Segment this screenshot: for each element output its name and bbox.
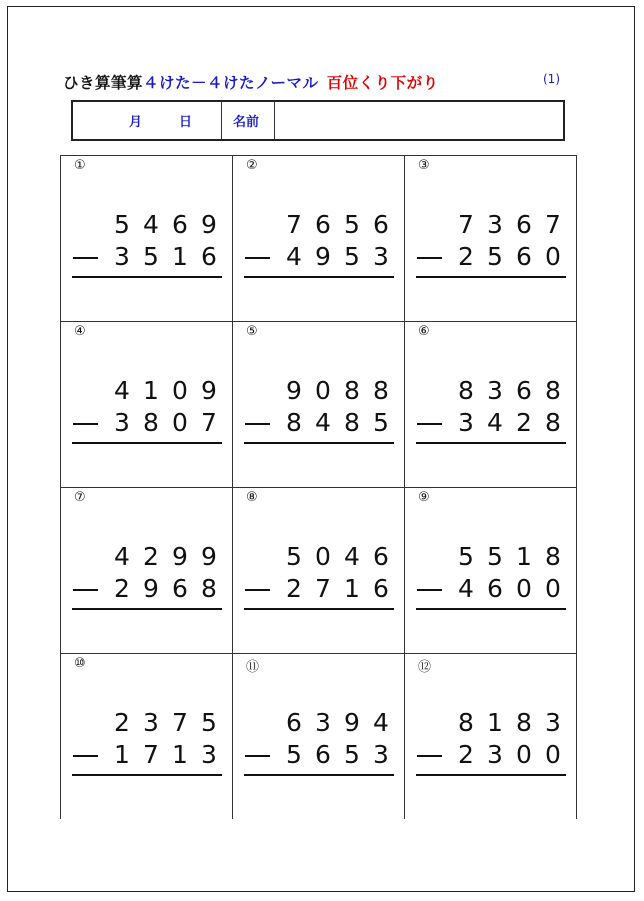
digit: 6 [516,242,532,271]
digit: 5 [458,542,474,571]
answer-line [416,774,566,776]
digit: 4 [114,376,130,405]
digit: 0 [516,574,532,603]
digit: 1 [114,740,130,769]
problem-number: ⑫ [418,660,432,675]
digit: 7 [286,210,302,239]
answer-line [244,276,394,278]
digit: 9 [201,210,217,239]
digit: 4 [143,210,159,239]
digit: 4 [344,542,360,571]
minuend [110,210,221,240]
answer-line [72,442,222,444]
title-type: ４けた－４けたノーマル [143,74,319,92]
digit: 5 [143,242,159,271]
digit: 6 [201,242,217,271]
digit: 0 [315,376,331,405]
digit: 9 [201,542,217,571]
digit: 5 [487,242,503,271]
digit: 3 [545,708,561,737]
digit: 1 [172,242,188,271]
minus-sign [417,755,442,757]
subtrahend [282,408,393,438]
answer-line [72,774,222,776]
minus-sign [73,257,98,259]
minuend [454,708,565,738]
answer-line [416,442,566,444]
answer-line [244,442,394,444]
problem-number: ⑪ [246,660,260,675]
digit: 0 [315,542,331,571]
answer-line [72,276,222,278]
digit: 5 [487,542,503,571]
problem-cell[interactable] [232,321,404,487]
digit: 1 [516,542,532,571]
problem-cell[interactable] [232,155,404,321]
digit: 3 [315,708,331,737]
digit: 9 [172,542,188,571]
problem-cell[interactable] [404,653,577,819]
digit: 3 [373,242,389,271]
problem-number: ⑤ [246,324,258,339]
digit: 8 [545,542,561,571]
digit: 3 [458,408,474,437]
digit: 3 [373,740,389,769]
month-label: 月 [129,115,143,130]
digit: 0 [172,408,188,437]
digit: 2 [458,242,474,271]
digit: 3 [143,708,159,737]
digit: 5 [373,408,389,437]
problem-number: ⑨ [418,490,430,505]
digit: 3 [487,210,503,239]
digit: 2 [458,740,474,769]
problem-cell[interactable] [404,155,577,321]
problem-cell[interactable] [232,653,404,819]
problem-cell[interactable] [404,487,577,653]
digit: 0 [545,574,561,603]
day-label: 日 [179,115,193,130]
digit: 9 [344,708,360,737]
minus-sign [417,423,442,425]
minus-sign [73,755,98,757]
problem-number: ⑩ [74,656,86,671]
problem-cell[interactable] [404,321,577,487]
digit: 7 [545,210,561,239]
answer-line [72,608,222,610]
name-label: 名前 [233,115,260,130]
subtrahend [454,242,565,272]
minuend [454,210,565,240]
digit: 1 [172,740,188,769]
minuend [110,542,221,572]
subtrahend [454,574,565,604]
digit: 6 [516,376,532,405]
digit: 7 [458,210,474,239]
digit: 9 [315,242,331,271]
digit: 8 [458,708,474,737]
digit: 9 [143,574,159,603]
digit: 6 [286,708,302,737]
problem-cell[interactable] [60,487,232,653]
minuend [282,210,393,240]
answer-line [416,276,566,278]
digit: 3 [114,242,130,271]
digit: 1 [487,708,503,737]
minus-sign [245,589,270,591]
digit: 8 [286,408,302,437]
subtrahend [282,740,393,770]
digit: 6 [487,574,503,603]
minus-sign [417,257,442,259]
digit: 3 [487,740,503,769]
problem-cell[interactable] [60,155,232,321]
digit: 9 [286,376,302,405]
digit: 5 [286,740,302,769]
problem-number: ⑧ [246,490,258,505]
digit: 6 [516,210,532,239]
digit: 0 [545,242,561,271]
digit: 5 [344,210,360,239]
digit: 2 [114,574,130,603]
sheet-number: (1) [543,72,560,86]
subtrahend [454,740,565,770]
minuend [282,708,393,738]
minuend [282,542,393,572]
minuend [110,708,221,738]
title-subject: ひき算筆算 [63,74,144,92]
minuend [454,542,565,572]
digit: 8 [373,376,389,405]
digit: 0 [516,740,532,769]
digit: 8 [201,574,217,603]
minuend [282,376,393,406]
digit: 0 [172,376,188,405]
problem-number: ⑥ [418,324,430,339]
subtrahend [110,574,221,604]
problem-number: ④ [74,324,86,339]
digit: 8 [516,708,532,737]
digit: 3 [201,740,217,769]
digit: 1 [143,376,159,405]
problem-number: ③ [418,158,430,173]
digit: 3 [487,376,503,405]
problem-cell[interactable] [60,653,232,819]
digit: 7 [201,408,217,437]
subtrahend [110,242,221,272]
problem-number: ① [74,158,86,173]
minus-sign [73,423,98,425]
digit: 6 [373,210,389,239]
digit: 5 [286,542,302,571]
answer-line [416,608,566,610]
digit: 7 [172,708,188,737]
minus-sign [417,589,442,591]
digit: 1 [344,574,360,603]
answer-line [244,774,394,776]
digit: 7 [315,574,331,603]
worksheet-title [63,71,439,93]
digit: 8 [545,408,561,437]
digit: 5 [344,740,360,769]
digit: 4 [114,542,130,571]
digit: 2 [516,408,532,437]
minus-sign [73,589,98,591]
digit: 6 [315,740,331,769]
digit: 4 [315,408,331,437]
digit: 6 [373,542,389,571]
problem-cell[interactable] [232,487,404,653]
digit: 4 [373,708,389,737]
subtrahend [282,574,393,604]
digit: 4 [286,242,302,271]
problem-number: ② [246,158,258,173]
digit: 5 [344,242,360,271]
minus-sign [245,423,270,425]
digit: 8 [545,376,561,405]
digit: 2 [143,542,159,571]
problem-number: ⑦ [74,490,86,505]
title-borrow: 百位くり下がり [326,74,439,92]
minus-sign [245,755,270,757]
digit: 0 [545,740,561,769]
problem-grid [60,155,577,820]
subtrahend [454,408,565,438]
digit: 4 [458,574,474,603]
digit: 8 [458,376,474,405]
digit: 6 [172,210,188,239]
subtrahend [110,408,221,438]
digit: 8 [344,408,360,437]
minus-sign [245,257,270,259]
digit: 6 [315,210,331,239]
digit: 4 [487,408,503,437]
digit: 6 [172,574,188,603]
digit: 7 [143,740,159,769]
digit: 2 [114,708,130,737]
digit: 3 [114,408,130,437]
digit: 5 [201,708,217,737]
digit: 9 [201,376,217,405]
digit: 8 [344,376,360,405]
date-name-box [71,100,565,141]
digit: 8 [143,408,159,437]
problem-cell[interactable] [60,321,232,487]
subtrahend [110,740,221,770]
answer-line [244,608,394,610]
digit: 6 [373,574,389,603]
digit: 5 [114,210,130,239]
minuend [110,376,221,406]
digit: 2 [286,574,302,603]
minuend [454,376,565,406]
subtrahend [282,242,393,272]
divider [221,102,222,139]
name-field[interactable] [275,102,563,139]
